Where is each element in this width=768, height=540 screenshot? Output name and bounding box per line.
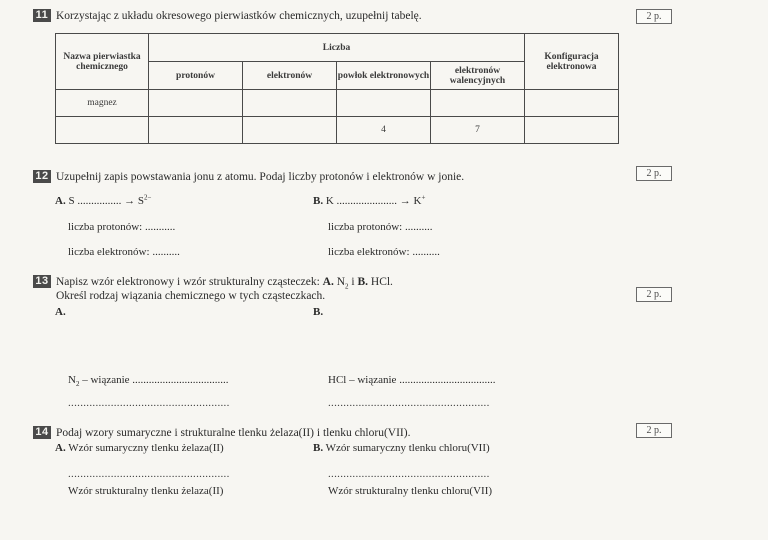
fill-blank-b[interactable]: ...................... [336, 195, 398, 207]
header-shells: powłok elektronowych [337, 62, 431, 90]
electrons-line-a: liczba elektronów: .......... [68, 246, 180, 258]
header-protons: protonów [149, 62, 243, 90]
q14-a-heading: A. Wzór sumaryczny tlenku żelaza(II) [55, 442, 224, 454]
section-a-label: A. [55, 306, 66, 318]
electrons-blank-b[interactable]: .......... [412, 246, 440, 258]
question-13-text-1: Napisz wzór elektronowy i wzór strukturalny cząsteczek: A. $N_2$ i B. HCl. [56, 276, 393, 291]
label-b: B. [313, 195, 324, 207]
cell-electrons-1[interactable] [243, 90, 337, 117]
cell-config-2[interactable] [525, 117, 619, 144]
atom-k: K [325, 195, 334, 207]
cell-protons-2[interactable] [149, 117, 243, 144]
hcl-extra-blank[interactable]: ..................................................... [328, 397, 490, 409]
cell-valence-2: 7 [431, 117, 525, 144]
hcl-bond-line: HCl – wiązanie ................................... [328, 374, 496, 386]
protons-blank-b[interactable]: .......... [404, 221, 433, 233]
cell-shells-2: 4 [337, 117, 431, 144]
label-a: A. [55, 195, 66, 207]
cell-protons-1[interactable] [149, 90, 243, 117]
cell-electrons-2[interactable] [243, 117, 337, 144]
cell-element-name-1: magnez [56, 90, 149, 117]
electrons-blank-a[interactable]: .......... [152, 246, 180, 258]
points-box-13: 2 p. [636, 287, 672, 302]
n2-bond-line: $N_2$ – wiązanie ................................... [68, 374, 229, 389]
cell-element-name-2[interactable] [56, 117, 149, 144]
header-element-name: Nazwa pierwiastka chemicznego [56, 34, 149, 90]
arrow-icon: → [124, 195, 136, 207]
question-number-13: 13 [33, 275, 51, 288]
protons-line-a: liczba protonów: ........... [68, 221, 176, 233]
cl-structural-label: Wzór strukturalny tlenku chloru(VII) [328, 485, 493, 497]
cl-formula-blank[interactable]: ..................................................... [328, 468, 490, 480]
section-b-label: B. [313, 306, 324, 318]
question-11-text: Korzystając z układu okresowego pierwiastków chemicznych, uzupełnij tabelę. [56, 10, 422, 22]
protons-line-b: liczba protonów: .......... [328, 221, 433, 233]
protons-blank-a[interactable]: ........... [144, 221, 176, 233]
electrons-line-b: liczba elektronów: .......... [328, 246, 440, 258]
question-number-14: 14 [33, 426, 51, 439]
points-box-14: 2 p. [636, 423, 672, 438]
header-configuration: Konfiguracja elektronowa [525, 34, 619, 90]
arrow-icon: → [399, 195, 411, 207]
question-number-11: 11 [33, 9, 51, 22]
cell-shells-1[interactable] [337, 90, 431, 117]
question-14-text: Podaj wzory sumaryczne i strukturalne tlenku żelaza(II) i tlenku chloru(VII). [56, 427, 411, 439]
header-valence: elektronów walencyjnych [431, 62, 525, 90]
question-number-12: 12 [33, 170, 51, 183]
question-12-text: Uzupełnij zapis powstawania jonu z atomu. Podaj liczby protonów i elektronów w jonie. [56, 171, 465, 183]
fe-structural-label: Wzór strukturalny tlenku żelaza(II) [68, 485, 224, 497]
ion-k: K+ [413, 193, 426, 207]
header-number: Liczba [149, 34, 525, 62]
atom-s: S [68, 195, 75, 207]
cell-config-1[interactable] [525, 90, 619, 117]
question-13-text-2: Określ rodzaj wiązania chemicznego w tych cząsteczkach. [56, 290, 326, 302]
n2-extra-blank[interactable]: ..................................................... [68, 397, 230, 409]
equation-a [55, 195, 151, 208]
cell-valence-1[interactable] [431, 90, 525, 117]
points-box-12: 2 p. [636, 166, 672, 181]
equation-b [313, 195, 425, 208]
ion-s: $S^{2-}$ [137, 193, 152, 207]
n2-bond-blank[interactable]: ................................... [132, 374, 229, 386]
element-table [55, 33, 619, 144]
fe-formula-blank[interactable]: ..................................................... [68, 468, 230, 480]
fill-blank-a[interactable]: ................ [77, 195, 122, 207]
hcl-bond-blank[interactable]: ................................... [399, 374, 496, 386]
header-electrons: elektronów [243, 62, 337, 90]
points-box-11: 2 p. [636, 9, 672, 24]
q14-b-heading: B. Wzór sumaryczny tlenku chloru(VII) [313, 442, 490, 454]
